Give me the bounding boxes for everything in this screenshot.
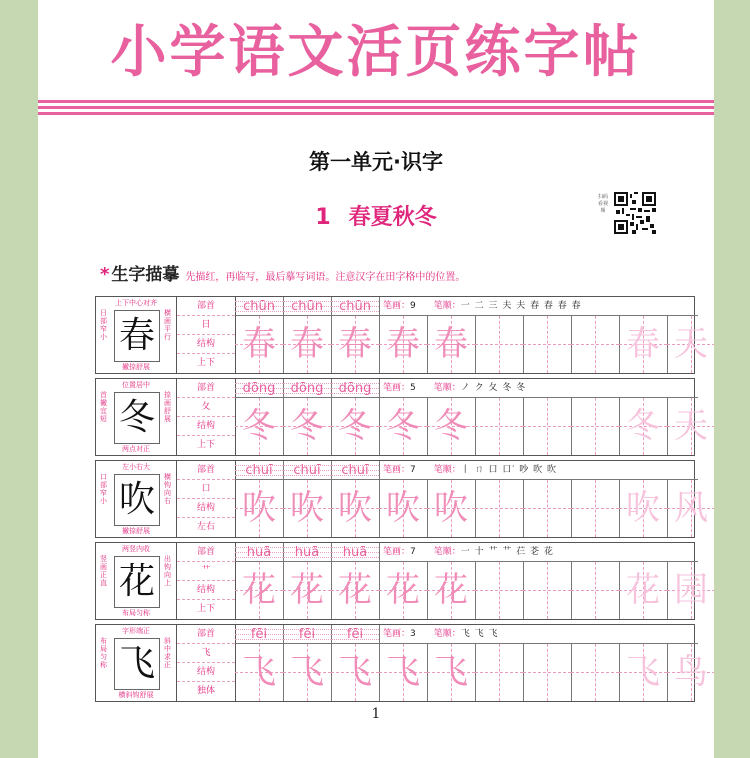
stroke-order-value: 一 十 艹 艹 芢 芲 花	[460, 547, 554, 557]
pinyin-text: dōng	[290, 381, 324, 396]
tian-grid-cell[interactable]	[331, 398, 380, 455]
pinyin-text: dōng	[242, 381, 276, 396]
tian-grid-cell[interactable]	[619, 398, 668, 455]
tian-grid-cell[interactable]	[667, 316, 714, 373]
character-cell	[96, 543, 177, 619]
title-stripes	[38, 100, 714, 118]
tian-grid-cell[interactable]	[379, 398, 428, 455]
pinyin-text: fēi	[298, 627, 316, 642]
pinyin-cell[interactable]	[331, 461, 380, 480]
char-info	[177, 379, 236, 455]
tian-grid-cell[interactable]	[427, 316, 476, 373]
writing-tip-bottom: 布局匀称	[122, 609, 150, 617]
character-cell	[96, 461, 177, 537]
pinyin-text: chūn	[339, 299, 371, 314]
writing-tip-top: 字形端正	[122, 627, 150, 635]
tian-grid-cell[interactable]	[475, 316, 524, 373]
char-info	[177, 297, 236, 373]
word-character: 风	[674, 488, 708, 528]
radical-label: 部首	[177, 461, 235, 480]
pinyin-text: chūn	[243, 299, 275, 314]
trace-character: 飞	[242, 652, 276, 692]
stroke-count-value: 5	[410, 383, 416, 393]
trace-character: 飞	[290, 652, 324, 692]
trace-character: 飞	[386, 652, 420, 692]
stroke-order-label: 笔顺：	[433, 465, 461, 475]
tian-grid-cell[interactable]	[283, 398, 332, 455]
model-character: 飞	[118, 643, 155, 684]
writing-tip-left: 竖画正直	[100, 555, 107, 587]
stroke-order-label: 笔顺：	[433, 547, 461, 557]
grid-guide-vertical	[547, 562, 548, 619]
grid-guide-vertical	[499, 316, 500, 373]
radical-value: 艹	[177, 562, 235, 581]
character-box	[114, 474, 160, 526]
trace-character: 飞	[338, 652, 372, 692]
stroke-info	[379, 461, 698, 480]
tian-grid-cell[interactable]	[571, 562, 620, 619]
grid-guide-vertical	[499, 644, 500, 701]
tian-grid-cell[interactable]	[379, 316, 428, 373]
character-box	[114, 310, 160, 362]
tian-grid-cell[interactable]	[475, 398, 524, 455]
writing-tip-left: 首撇宜短	[100, 391, 107, 423]
practice-row	[95, 460, 708, 538]
structure-label: 结构	[177, 417, 235, 436]
pinyin-cell[interactable]	[331, 625, 380, 644]
stroke-count-value: 3	[410, 629, 416, 639]
trace-character: 冬	[386, 406, 420, 446]
radical-value: 日	[177, 316, 235, 335]
word-character: 春	[626, 324, 660, 364]
pinyin-text: chuī	[245, 463, 273, 478]
grid-guide-vertical	[547, 398, 548, 455]
trace-character: 吹	[338, 488, 372, 528]
char-info	[177, 543, 236, 619]
trace-character: 吹	[386, 488, 420, 528]
tian-grid-cell[interactable]	[379, 562, 428, 619]
tian-grid-cell[interactable]	[523, 398, 572, 455]
word-character: 天	[674, 324, 708, 364]
tian-grid-cell[interactable]	[571, 644, 620, 701]
stroke-order-value: 飞 飞 飞	[460, 629, 499, 639]
structure-label: 结构	[177, 663, 235, 682]
grid-guide-vertical	[595, 480, 596, 537]
writing-tip-top: 位置居中	[122, 381, 150, 389]
tian-grid-cell[interactable]	[523, 316, 572, 373]
tian-grid-cell[interactable]	[283, 316, 332, 373]
tian-grid-cell[interactable]	[475, 644, 524, 701]
character-box	[114, 392, 160, 444]
radical-label: 部首	[177, 625, 235, 644]
stroke-info	[379, 379, 698, 398]
stroke-count-label: 笔画：	[383, 629, 411, 639]
trace-character: 吹	[290, 488, 324, 528]
tian-grid-cell[interactable]	[619, 480, 668, 537]
tian-grid-cell[interactable]	[331, 644, 380, 701]
trace-character: 冬	[242, 406, 276, 446]
tian-grid-cell[interactable]	[667, 562, 714, 619]
tian-grid-cell[interactable]	[379, 480, 428, 537]
character-cell	[96, 379, 177, 455]
pinyin-text: fēi	[250, 627, 268, 642]
trace-character: 吹	[434, 488, 468, 528]
stroke-count-label: 笔画：	[383, 301, 411, 311]
pinyin-cell[interactable]	[283, 379, 332, 398]
tian-grid-cell[interactable]	[619, 562, 668, 619]
trace-character: 春	[386, 324, 420, 364]
tian-grid-cell[interactable]	[619, 316, 668, 373]
tian-grid-cell[interactable]	[523, 480, 572, 537]
grid-guide-vertical	[595, 316, 596, 373]
grid-guide-vertical	[547, 480, 548, 537]
model-character: 花	[118, 561, 155, 602]
tian-grid-cell[interactable]	[475, 480, 524, 537]
writing-tip-right: 横画平行	[164, 309, 171, 341]
stroke-order-value: ノ ク 夂 冬 冬	[460, 383, 527, 393]
grid-guide-vertical	[547, 316, 548, 373]
tian-grid-cell[interactable]	[331, 480, 380, 537]
tian-grid-cell[interactable]	[379, 644, 428, 701]
char-info	[177, 461, 236, 537]
tian-grid-cell[interactable]	[571, 480, 620, 537]
tian-grid-cell[interactable]	[235, 644, 284, 701]
pinyin-cell[interactable]	[235, 543, 284, 562]
stroke-count-value: 7	[410, 465, 416, 475]
structure-value: 上下	[196, 358, 215, 368]
model-character: 冬	[118, 397, 155, 438]
stroke-order-value: 一 二 三 夫 夫 春 春 春 春	[460, 301, 582, 311]
trace-character: 冬	[338, 406, 372, 446]
tian-grid-cell[interactable]	[427, 562, 476, 619]
page-number: 1	[371, 706, 381, 722]
structure-value: 独体	[196, 686, 215, 696]
word-character: 吹	[626, 488, 660, 528]
trace-character: 花	[386, 570, 420, 610]
page-title: 小学语文活页练字帖	[110, 19, 642, 85]
pinyin-cell[interactable]	[235, 297, 284, 316]
trace-character: 冬	[434, 406, 468, 446]
grid-guide-vertical	[595, 398, 596, 455]
tian-grid-cell[interactable]	[523, 562, 572, 619]
lesson-number: 1	[315, 205, 331, 230]
pinyin-cell[interactable]	[283, 543, 332, 562]
tian-grid-cell[interactable]	[667, 398, 714, 455]
tian-grid-cell[interactable]	[571, 316, 620, 373]
stroke-info	[379, 297, 698, 316]
pinyin-cell[interactable]	[331, 543, 380, 562]
tian-grid-cell[interactable]	[235, 316, 284, 373]
char-info	[177, 625, 236, 701]
grid-guide-vertical	[499, 562, 500, 619]
practice-row	[95, 542, 708, 620]
structure-label: 结构	[177, 499, 235, 518]
practice-row	[95, 624, 708, 702]
trace-character: 春	[434, 324, 468, 364]
tian-grid-cell[interactable]	[571, 398, 620, 455]
pinyin-text: huā	[246, 545, 272, 560]
writing-tip-left: 布局匀称	[100, 637, 107, 669]
model-character: 吹	[118, 479, 155, 520]
tian-grid-cell[interactable]	[523, 644, 572, 701]
qr-label: 扫码看视频	[598, 194, 609, 214]
tian-grid-cell[interactable]	[283, 480, 332, 537]
writing-tip-bottom: 撇捺舒展	[122, 527, 150, 535]
tian-grid-cell[interactable]	[427, 398, 476, 455]
pinyin-cell[interactable]	[331, 297, 380, 316]
tian-grid-cell[interactable]	[427, 644, 476, 701]
tian-grid-cell[interactable]	[619, 644, 668, 701]
character-cell	[96, 625, 177, 701]
lesson-name: 春夏秋冬	[348, 205, 437, 230]
stroke-order-value: 丨 ㄇ 口 口′ 吵 吹 吹	[460, 465, 557, 475]
qr-code-icon[interactable]	[614, 192, 656, 234]
pinyin-text: chuī	[293, 463, 321, 478]
tian-grid-cell[interactable]	[283, 644, 332, 701]
tian-grid-cell[interactable]	[235, 562, 284, 619]
grid-guide-vertical	[595, 644, 596, 701]
practice-row	[95, 378, 708, 456]
radical-value: 飞	[177, 644, 235, 663]
pinyin-text: huā	[342, 545, 368, 560]
stroke-count-label: 笔画：	[383, 465, 411, 475]
section-heading	[100, 260, 465, 285]
section-title: 生字描摹	[111, 265, 180, 285]
trace-character: 吹	[242, 488, 276, 528]
stroke-order-label: 笔顺：	[433, 629, 461, 639]
trace-character: 花	[338, 570, 372, 610]
trace-character: 春	[338, 324, 372, 364]
pinyin-cell[interactable]	[235, 379, 284, 398]
pinyin-cell[interactable]	[235, 625, 284, 644]
pinyin-text: fēi	[346, 627, 364, 642]
trace-character: 飞	[434, 652, 468, 692]
trace-character: 花	[290, 570, 324, 610]
word-character: 飞	[626, 652, 660, 692]
radical-value: 口	[177, 480, 235, 499]
writing-tip-top: 两竖内收	[122, 545, 150, 553]
stroke-order-label: 笔顺：	[433, 301, 461, 311]
writing-tip-right: 斜中求正	[164, 637, 171, 669]
stroke-order-label: 笔顺：	[433, 383, 461, 393]
writing-tip-right: 出钩向上	[164, 555, 171, 587]
radical-label: 部首	[177, 543, 235, 562]
trace-character: 花	[434, 570, 468, 610]
character-box	[114, 556, 160, 608]
writing-tip-bottom: 撇捺舒展	[122, 363, 150, 371]
stroke-count-label: 笔画：	[383, 547, 411, 557]
pinyin-cell[interactable]	[283, 625, 332, 644]
word-character: 花	[626, 570, 660, 610]
word-character: 冬	[626, 406, 660, 446]
grid-guide-vertical	[547, 644, 548, 701]
grid-guide-vertical	[595, 562, 596, 619]
structure-value: 上下	[196, 604, 215, 614]
tian-grid-cell[interactable]	[475, 562, 524, 619]
pinyin-text: dōng	[338, 381, 372, 396]
tian-grid-cell[interactable]	[235, 398, 284, 455]
trace-character: 花	[242, 570, 276, 610]
practice-row	[95, 296, 708, 374]
writing-tip-bottom: 横斜钩舒展	[118, 691, 154, 699]
structure-label: 结构	[177, 581, 235, 600]
tian-grid-cell[interactable]	[667, 480, 714, 537]
writing-tip-top: 左小右大	[122, 463, 150, 471]
pinyin-cell[interactable]	[283, 297, 332, 316]
tian-grid-cell[interactable]	[235, 480, 284, 537]
stroke-info	[379, 543, 698, 562]
tian-grid-cell[interactable]	[667, 644, 714, 701]
section-instruction: 先描红，再临写，最后摹写词语。注意汉字在田字格中的位置。	[185, 272, 466, 283]
word-character: 鸟	[674, 652, 708, 692]
writing-tip-left: 口部窄小	[100, 473, 107, 505]
radical-label: 部首	[177, 379, 235, 398]
trace-character: 春	[242, 324, 276, 364]
tian-grid-cell[interactable]	[427, 480, 476, 537]
pinyin-cell[interactable]	[331, 379, 380, 398]
tian-grid-cell[interactable]	[331, 316, 380, 373]
writing-tip-right: 捺画舒展	[164, 391, 171, 423]
word-character: 园	[674, 570, 708, 610]
model-character: 春	[118, 315, 155, 356]
structure-label: 结构	[177, 335, 235, 354]
trace-character: 春	[290, 324, 324, 364]
worksheet-page	[38, 0, 714, 758]
pinyin-text: chuī	[341, 463, 369, 478]
pinyin-text: chūn	[291, 299, 323, 314]
stroke-info	[379, 625, 698, 644]
radical-label: 部首	[177, 297, 235, 316]
grid-guide-vertical	[499, 480, 500, 537]
word-character: 天	[674, 406, 708, 446]
lesson-title	[38, 200, 714, 231]
writing-tip-left: 日部窄小	[100, 309, 107, 341]
pinyin-cell[interactable]	[235, 461, 284, 480]
writing-tip-right: 横钩向右	[164, 473, 171, 505]
stroke-count-value: 7	[410, 547, 416, 557]
structure-value: 上下	[196, 440, 215, 450]
writing-tip-top: 上下中心对齐	[115, 299, 157, 307]
structure-value: 左右	[196, 522, 215, 532]
pinyin-cell[interactable]	[283, 461, 332, 480]
tian-grid-cell[interactable]	[283, 562, 332, 619]
character-cell	[96, 297, 177, 373]
writing-tip-bottom: 两点对正	[122, 445, 150, 453]
trace-character: 冬	[290, 406, 324, 446]
unit-title: 第一单元·识字	[309, 150, 443, 174]
stroke-count-label: 笔画：	[383, 383, 411, 393]
tian-grid-cell[interactable]	[331, 562, 380, 619]
character-box	[114, 638, 160, 690]
star-icon: *	[100, 264, 110, 285]
radical-value: 夂	[177, 398, 235, 417]
stroke-count-value: 9	[410, 301, 416, 311]
pinyin-text: huā	[294, 545, 320, 560]
grid-guide-vertical	[499, 398, 500, 455]
